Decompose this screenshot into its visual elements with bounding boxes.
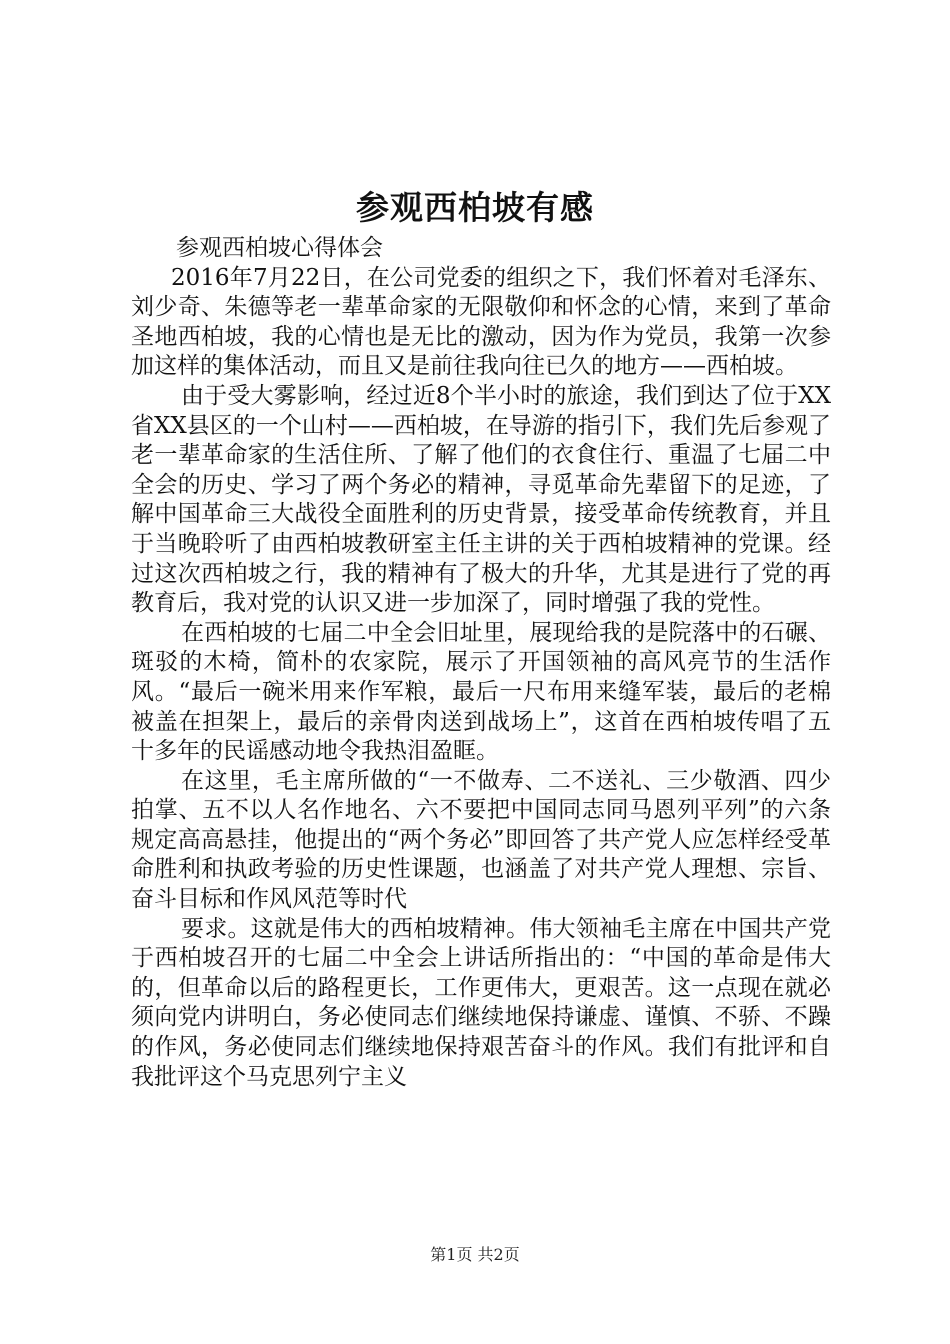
paragraph-3: 在西柏坡的七届二中全会旧址里，展现给我的是院落中的石碾、斑驳的木椅，简朴的农家院，展示了开国领袖的高风亮节的生活作风。“最后一碗米用来作军粮，最后一尺布用来缝军装，最后的老棉被盖在担架上，最后的亲骨肉送到战场上”，这首在西柏坡传唱了五十多年的民谣感动地令我热泪盈眶。	[131, 619, 831, 765]
document-subtitle: 参观西柏坡心得体会	[176, 235, 383, 261]
page-footer: 第1页 共2页	[430, 1245, 520, 1264]
document-title: 参观西柏坡有感	[356, 188, 594, 227]
paragraph-1: 2016年7月22日，在公司党委的组织之下，我们怀着对毛泽东、刘少奇、朱德等老一辈革命家的无限敬仰和怀念的心情，来到了革命圣地西柏坡，我的心情也是无比的激动，因为作为党员，我第一次参加这样的集体活动，而且又是前往我向往已久的地方——西柏坡。	[131, 264, 831, 380]
paragraph-5: 要求。这就是伟大的西柏坡精神。伟大领袖毛主席在中国共产党于西柏坡召开的七届二中全会上讲话所指出的：“中国的革命是伟大的，但革命以后的路程更长，工作更伟大，更艰苦。这一点现在就必须向党内讲明白，务必使同志们继续地保持谦虚、谨慎、不骄、不躁的作风，务必使同志们继续地保持艰苦奋斗的作风。我们有批评和自我批评这个马克思列宁主义	[131, 915, 831, 1090]
paragraph-2: 由于受大雾影响，经过近8个半小时的旅途，我们到达了位于XX省XX县区的一个山村——西柏坡，在导游的指引下，我们先后参观了老一辈革命家的生活住所、了解了他们的衣食住行、重温了七届二中全会的历史、学习了两个务必的精神，寻觅革命先辈留下的足迹，了解中国革命三大战役全面胜利的历史背景，接受革命传统教育，并且于当晚聆听了由西柏坡教研室主任主讲的关于西柏坡精神的党课。经过这次西柏坡之行，我的精神有了极大的升华，尤其是进行了党的再教育后，我对党的认识又进一步加深了，同时增强了我的党性。	[131, 382, 831, 617]
paragraph-4: 在这里，毛主席所做的“一不做寿、二不送礼、三少敬酒、四少拍掌、五不以人名作地名、六不要把中国同志同马恩列平列”的六条规定高高悬挂，他提出的“两个务必”即回答了共产党人应怎样经受革命胜利和执政考验的历史性课题，也涵盖了对共产党人理想、宗旨、奋斗目标和作风风范等时代	[131, 767, 831, 913]
document-body	[131, 234, 831, 1092]
